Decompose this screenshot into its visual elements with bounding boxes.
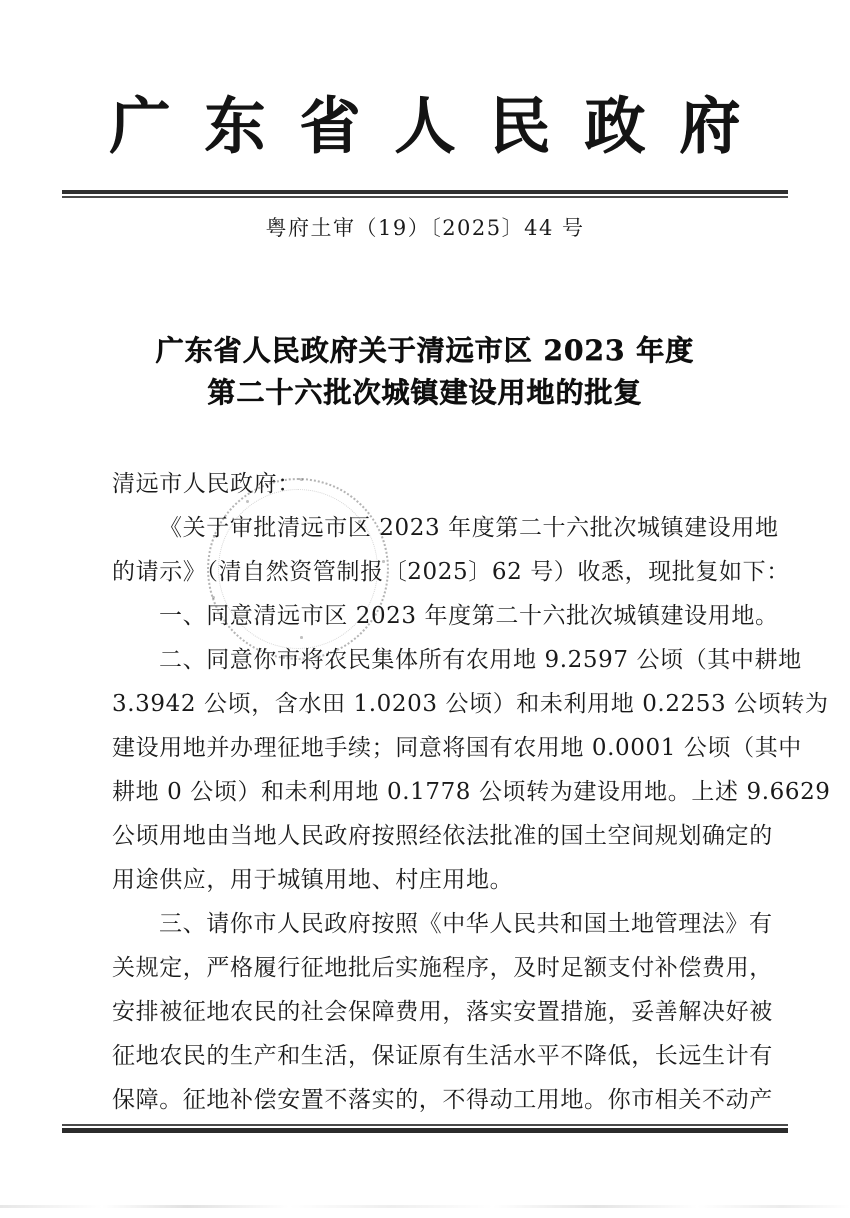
document-title — [0, 330, 850, 414]
body-line: 安排被征地农民的社会保障费用，落实安置措施，妥善解决好被 — [112, 999, 773, 1025]
body-line: 征地农民的生产和生活，保证原有生活水平不降低，长远生计有 — [112, 1043, 773, 1069]
footer-rule-thick-bar — [62, 1128, 788, 1133]
body-line: 《关于审批清远市区 2023 年度第二十六批次城镇建设用地 — [159, 515, 779, 541]
body-line: 的请示》（清自然资管制报〔2025〕62 号）收悉，现批复如下： — [112, 559, 790, 585]
scan-noise — [0, 1205, 850, 1208]
document-body — [112, 462, 831, 1122]
body-line: 关规定，严格履行征地批后实施程序，及时足额支付补偿费用， — [112, 955, 773, 981]
body-line: 耕地 0 公顷）和未利用地 0.1778 公顷转为建设用地。上述 9.6629 — [112, 779, 831, 805]
header-rule-thin-bar — [62, 196, 788, 198]
document-title-line-1: 广东省人民政府关于清远市区 2023 年度 — [155, 334, 695, 367]
body-line: 一、同意清远市区 2023 年度第二十六批次城镇建设用地。 — [159, 603, 779, 629]
body-salutation: 清远市人民政府： — [112, 471, 301, 497]
footer-rule — [62, 1124, 788, 1133]
body-paragraphs — [112, 506, 831, 1122]
body-line: 用途供应，用于城镇用地、村庄用地。 — [112, 867, 514, 893]
document-title-line-2: 第二十六批次城镇建设用地的批复 — [207, 376, 643, 409]
body-line: 公顷用地由当地人民政府按照经依法批准的国土空间规划确定的 — [112, 823, 773, 849]
body-line: 建设用地并办理征地手续；同意将国有农用地 0.0001 公顷（其中 — [112, 735, 802, 761]
body-line: 二、同意你市将农民集体所有农用地 9.2597 公顷（其中耕地 — [159, 647, 802, 673]
document-number: 粤府土审（19）〔2025〕44 号 — [265, 216, 585, 240]
body-line: 3.3942 公顷，含水田 1.0203 公顷）和未利用地 0.2253 公顷转为 — [112, 691, 829, 717]
header-rule — [62, 190, 788, 198]
body-line: 保障。征地补偿安置不落实的，不得动工用地。你市相关不动产 — [112, 1087, 773, 1113]
footer-rule-thin-bar — [62, 1124, 788, 1126]
masthead-organization: 广东省人民政府 — [109, 91, 775, 162]
body-line: 三、请你市人民政府按照《中华人民共和国土地管理法》有 — [159, 911, 773, 937]
header-rule-thick-bar — [62, 190, 788, 194]
